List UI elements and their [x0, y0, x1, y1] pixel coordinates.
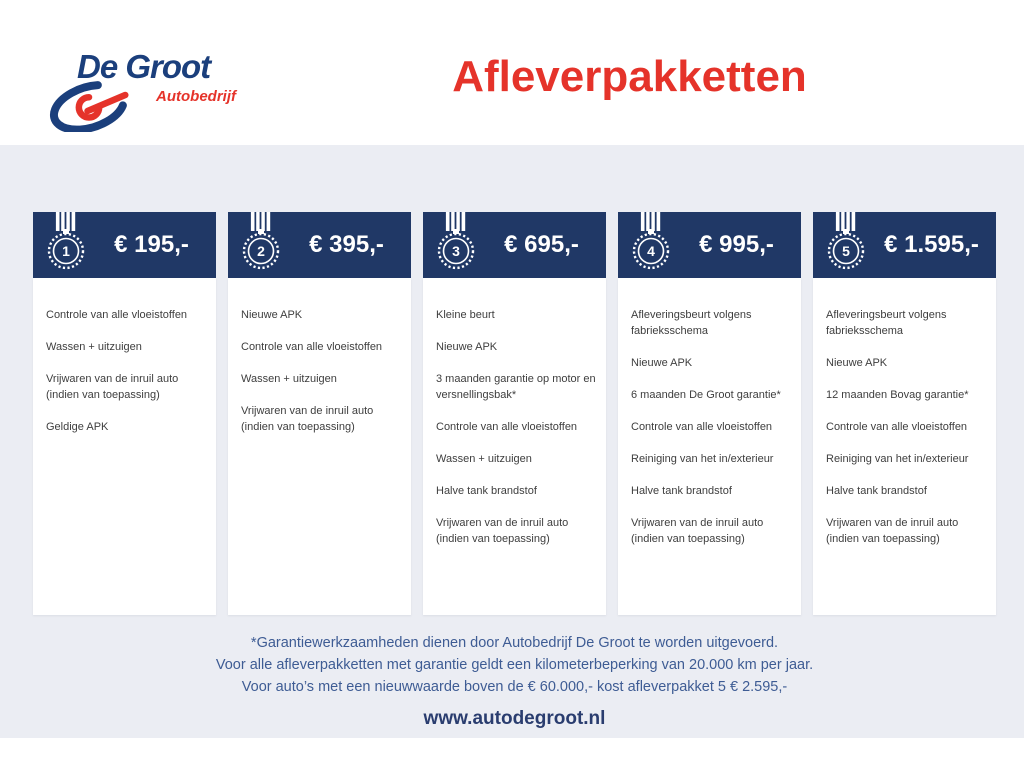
website-link[interactable]: www.autodegroot.nl — [423, 708, 606, 729]
package-1-price: € 195,- — [114, 231, 189, 258]
feature-item: 3 maanden garantie op motor en versnellingsbak* — [436, 373, 596, 401]
feature-item: Nieuwe APK — [826, 357, 888, 369]
medal-5-icon — [823, 212, 869, 272]
package-2-features — [228, 278, 411, 615]
feature-item: Controle van alle vloeistoffen — [826, 421, 968, 433]
feature-item: Nieuwe APK — [436, 341, 498, 353]
medal-4-icon — [628, 212, 674, 272]
logo-subtitle: Autobedrijf — [156, 88, 236, 105]
feature-item: Wassen + uitzuigen — [436, 453, 532, 465]
header — [0, 0, 1024, 145]
feature-item: Afleveringsbeurt volgens fabrieksschema — [826, 309, 947, 337]
disclaimer — [33, 632, 996, 698]
medal-4-number: 4 — [647, 243, 655, 259]
feature-item: Vrijwaren van de inruil auto (indien van toepassing) — [436, 517, 569, 545]
medal-5-number: 5 — [842, 243, 850, 259]
medal-1-icon — [43, 212, 89, 272]
package-3-header — [423, 212, 606, 278]
package-card-4 — [618, 212, 801, 615]
medal-3-icon — [433, 212, 479, 272]
feature-item: 6 maanden De Groot garantie* — [631, 389, 781, 401]
package-card-1 — [33, 212, 216, 615]
package-card-2 — [228, 212, 411, 615]
package-5-header — [813, 212, 996, 278]
feature-item: Nieuwe APK — [631, 357, 693, 369]
company-logo — [33, 48, 238, 138]
medal-1-number: 1 — [62, 243, 70, 259]
feature-item: Halve tank brandstof — [436, 485, 537, 497]
package-1-features — [33, 278, 216, 615]
disclaimer-line-1: *Garantiewerkzaamheden dienen door Autobedrijf De Groot te worden uitgevoerd. — [250, 635, 779, 651]
feature-item: Wassen + uitzuigen — [46, 341, 142, 353]
feature-item: Nieuwe APK — [241, 309, 303, 321]
package-3-price: € 695,- — [504, 231, 579, 258]
medal-2-icon — [238, 212, 284, 272]
packages-section — [0, 145, 1024, 738]
logo-name: De Groot — [77, 48, 211, 85]
package-4-header — [618, 212, 801, 278]
package-4-features — [618, 278, 801, 615]
feature-item: Wassen + uitzuigen — [241, 373, 337, 385]
package-5-features — [813, 278, 996, 615]
feature-item: Reiniging van het in/exterieur — [631, 453, 774, 465]
package-2-price: € 395,- — [309, 231, 384, 258]
page-title: Afleverpakketten — [452, 52, 807, 101]
feature-item: Controle van alle vloeistoffen — [241, 341, 383, 353]
package-columns — [33, 212, 996, 615]
package-card-5 — [813, 212, 996, 615]
package-4-price: € 995,- — [699, 231, 774, 258]
package-5-price: € 1.595,- — [884, 231, 979, 258]
disclaimer-line-2: Voor alle afleverpakketten met garantie geldt een kilometerbeperking van 20.000 km per jaar. — [215, 657, 814, 673]
feature-item: Geldige APK — [46, 421, 109, 433]
medal-2-number: 2 — [257, 243, 265, 259]
feature-item: 12 maanden Bovag garantie* — [826, 389, 969, 401]
feature-item: Reiniging van het in/exterieur — [826, 453, 969, 465]
feature-item: Controle van alle vloeistoffen — [46, 309, 188, 321]
package-card-3 — [423, 212, 606, 615]
feature-item: Kleine beurt — [436, 309, 495, 321]
feature-item: Vrijwaren van de inruil auto (indien van toepassing) — [631, 517, 764, 545]
feature-item: Halve tank brandstof — [826, 485, 927, 497]
package-3-features — [423, 278, 606, 615]
feature-item: Afleveringsbeurt volgens fabrieksschema — [631, 309, 752, 337]
package-1-header — [33, 212, 216, 278]
feature-item: Halve tank brandstof — [631, 485, 732, 497]
feature-item: Vrijwaren van de inruil auto (indien van toepassing) — [46, 373, 179, 401]
feature-item: Vrijwaren van de inruil auto (indien van toepassing) — [826, 517, 959, 545]
bottom-band — [0, 738, 1024, 768]
feature-item: Vrijwaren van de inruil auto (indien van toepassing) — [241, 405, 374, 433]
feature-item: Controle van alle vloeistoffen — [436, 421, 578, 433]
disclaimer-line-3: Voor auto’s met een nieuwwaarde boven de € 60.000,- kost afleverpakket 5 € 2.595,- — [241, 679, 788, 695]
feature-item: Controle van alle vloeistoffen — [631, 421, 773, 433]
package-2-header — [228, 212, 411, 278]
medal-3-number: 3 — [452, 243, 460, 259]
